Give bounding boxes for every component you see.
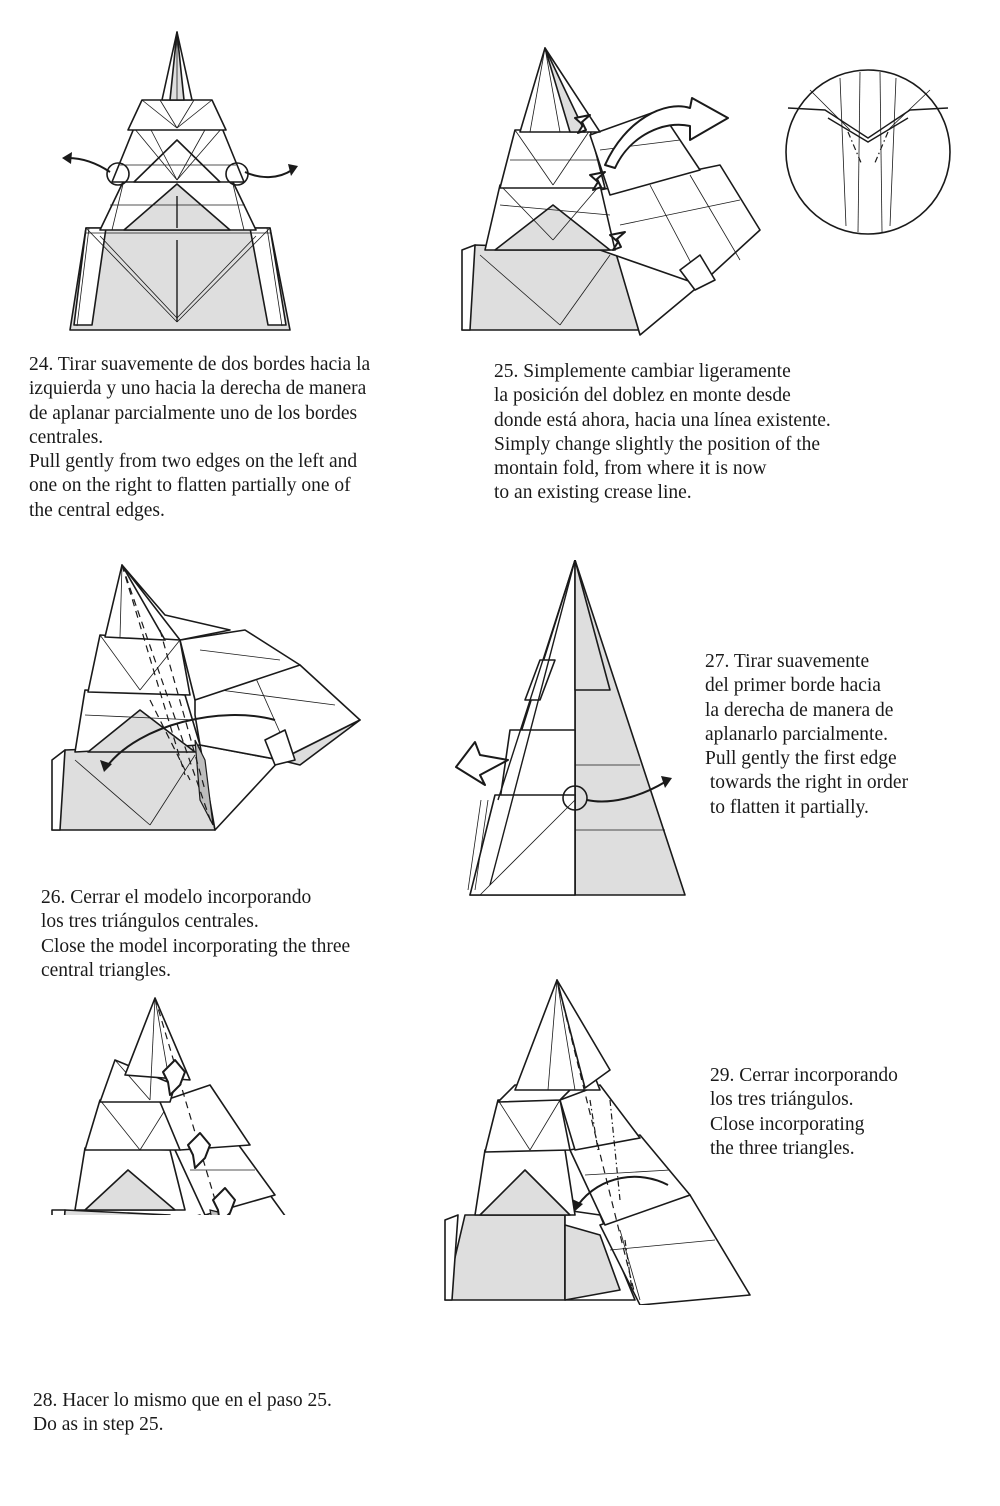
caption-line: one on the right to flatten partially one of <box>29 475 351 497</box>
caption-line: 25. Simplemente cambiar ligeramente <box>494 361 791 382</box>
caption-line: central triangles. <box>41 959 171 981</box>
caption-line: the three triangles. <box>710 1137 855 1159</box>
caption-line: izquierda y uno hacia la derecha de manera <box>29 378 367 400</box>
caption-line: los tres triángulos centrales. <box>41 911 259 933</box>
caption-line: montain fold, from where it is now <box>494 458 767 480</box>
caption-line: to an existing crease line. <box>494 482 692 504</box>
caption-line: Pull gently the first edge <box>705 748 897 770</box>
caption-line: donde está ahora, hacia una línea existente. <box>494 409 831 431</box>
caption-line: Close the model incorporating the three <box>41 935 351 957</box>
caption-line: 29. Cerrar incorporando <box>710 1065 898 1086</box>
caption-line: towards the right in order <box>705 772 909 794</box>
step-25-diagram <box>455 40 960 340</box>
caption-line: Do as in step 25. <box>33 1414 164 1436</box>
step-27-caption <box>705 650 908 820</box>
caption-line: del primer borde hacia <box>705 675 881 697</box>
step-28-caption <box>33 1389 332 1438</box>
caption-line: 26. Cerrar el modelo incorporando <box>41 887 312 908</box>
step-28-diagram <box>40 990 340 1215</box>
caption-line: 27. Tirar suavemente <box>705 651 870 672</box>
caption-line: to flatten it partially. <box>705 796 869 818</box>
step-24-caption <box>29 353 370 523</box>
step-26-diagram <box>40 555 370 840</box>
step-24-diagram <box>50 25 330 340</box>
caption-line: aplanarlo parcialmente. <box>705 723 888 745</box>
caption-line: 28. Hacer lo mismo que en el paso 25. <box>33 1390 332 1411</box>
step-27-diagram <box>450 560 690 905</box>
caption-line: 24. Tirar suavemente de dos bordes hacia la <box>29 354 371 375</box>
caption-line: the central edges. <box>29 499 165 521</box>
step-25-caption <box>494 360 831 506</box>
caption-line: Pull gently from two edges on the left and <box>29 451 358 473</box>
caption-line: centrales. <box>29 426 104 448</box>
caption-line: los tres triángulos. <box>710 1089 854 1111</box>
caption-line: de aplanar parcialmente uno de los bordes <box>29 402 358 424</box>
step-26-caption <box>41 886 350 983</box>
caption-line: Simply change slightly the position of the <box>494 433 821 455</box>
caption-line: la posición del doblez en monte desde <box>494 385 791 407</box>
caption-line: Close incorporating <box>710 1113 865 1135</box>
caption-line: la derecha de manera de <box>705 699 894 721</box>
step-29-caption <box>710 1064 898 1161</box>
